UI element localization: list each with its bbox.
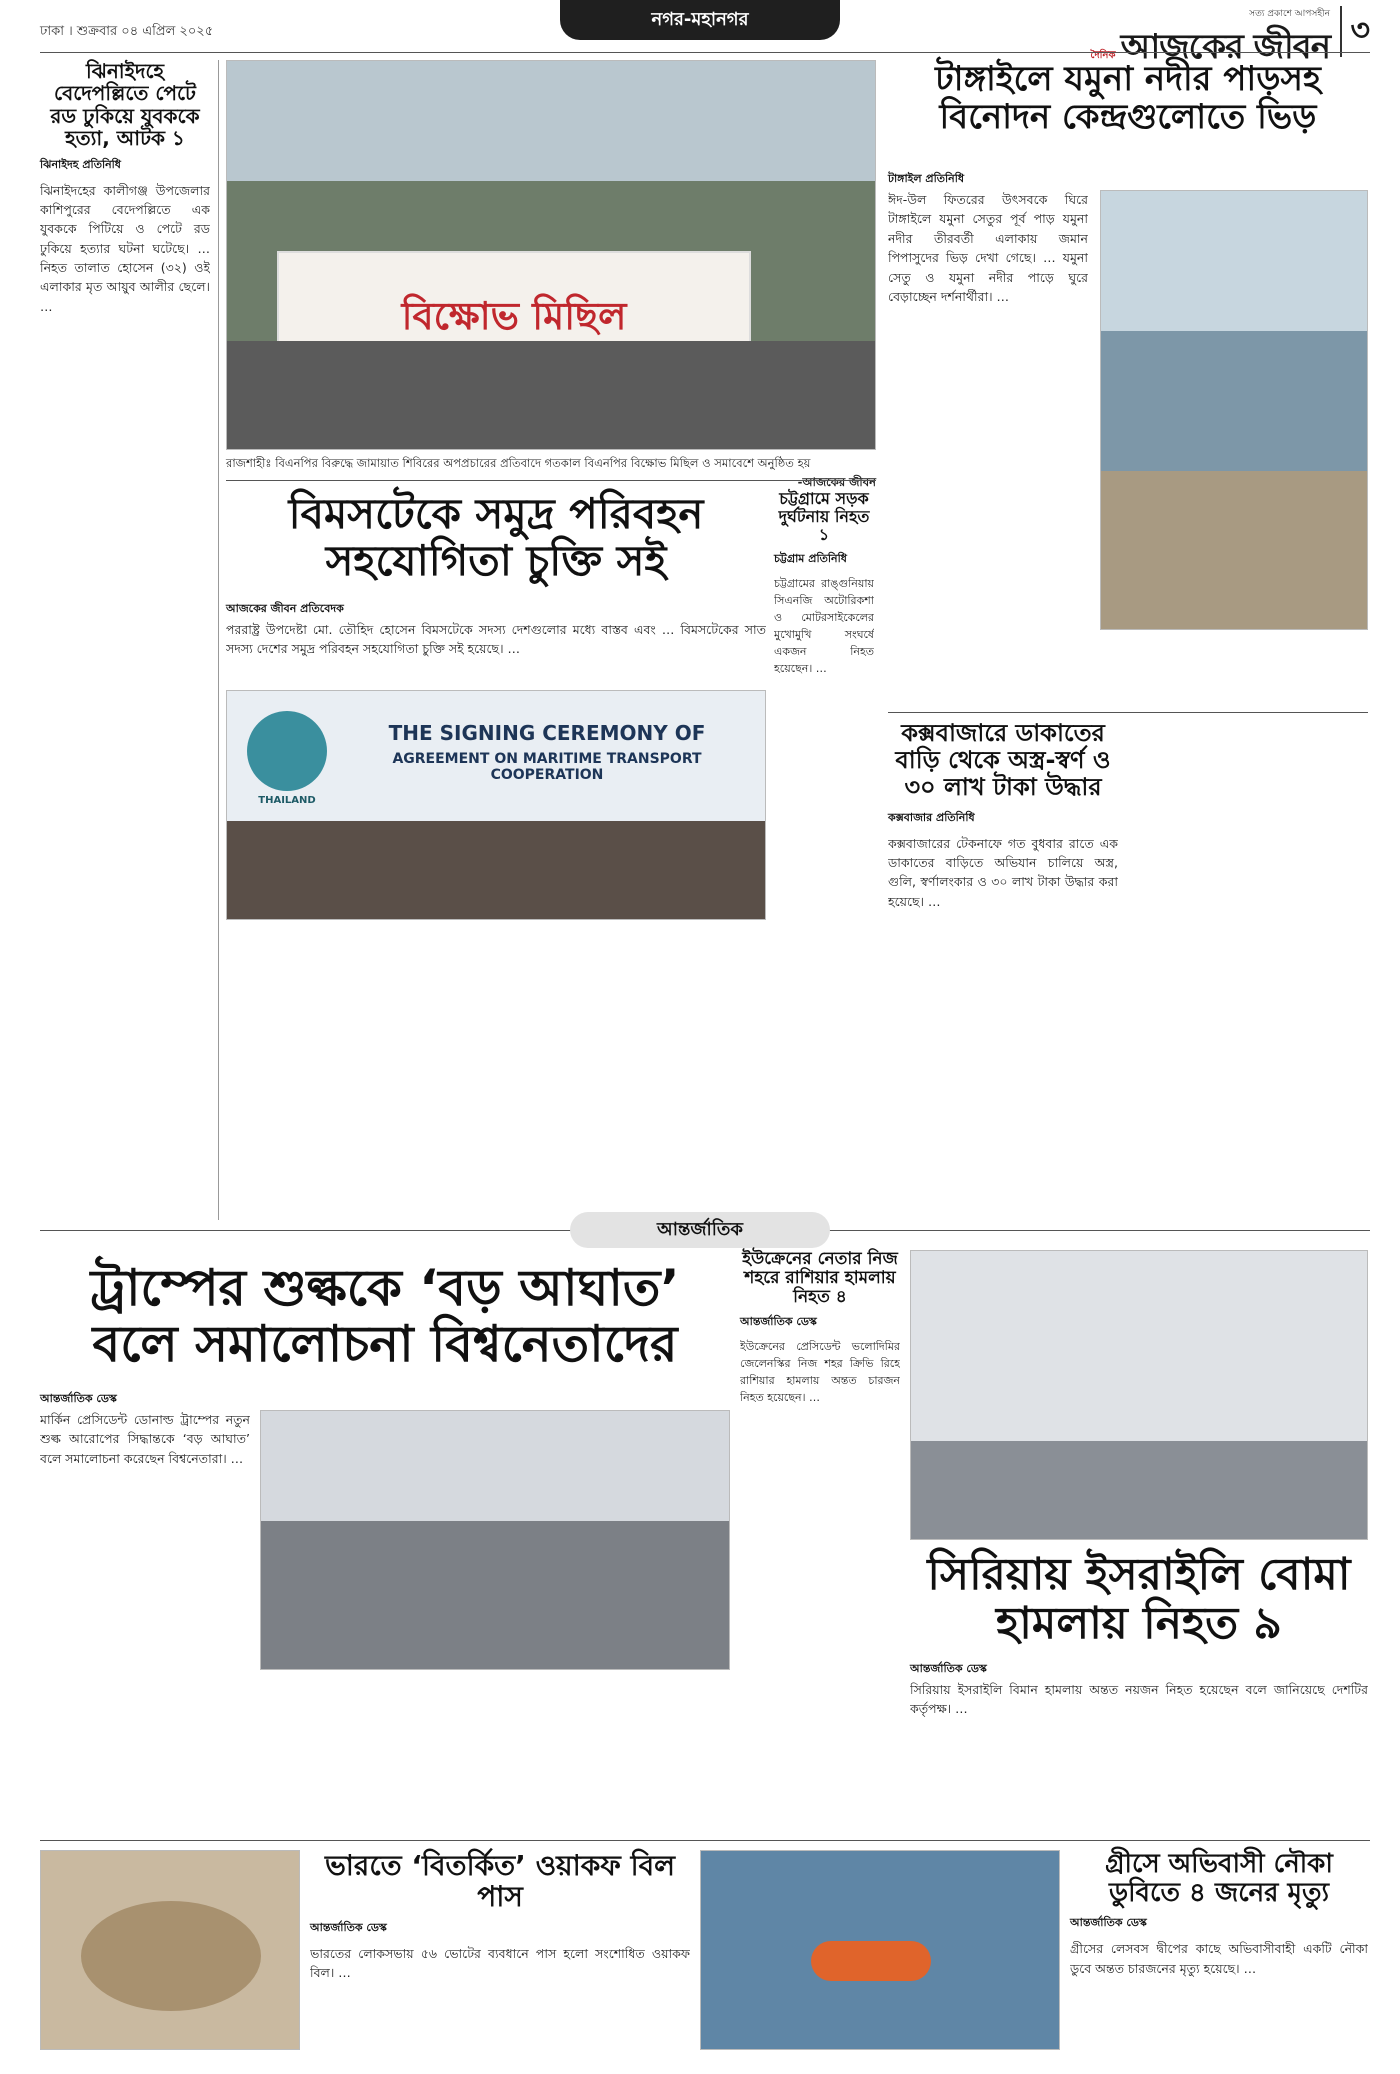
byline: আন্তর্জাতিক ডেস্ক <box>1070 1916 1147 1930</box>
brand-name: আজকের জীবন <box>1120 27 1330 67</box>
byline: কক্সবাজার প্রতিনিধি <box>888 810 975 824</box>
section-tab-international: আন্তর্জাতিক <box>570 1212 830 1248</box>
story-waqf <box>310 1850 690 2074</box>
headline: ট্রাম্পের শুল্ককে ‘বড় আঘাত’ বলে সমালোচনা বিশ্বনেতাদের <box>90 1259 680 1373</box>
story-jhenaidah <box>40 60 210 1321</box>
article-body: ঈদ-উল ফিতরের উৎসবকে ঘিরে টাঙ্গাইলে যমুনা সেতুর পূর্ব পাড় যমুনা নদীর তীরবর্তী এলাকায় জমান পিপাসুদের ভিড় দেখা গেছে। … যমুনা সেতু ও যমুনা নদীর পাড়ে ঘুরে বেড়াচ্ছেন দর্শনার্থীরা। … <box>888 192 1088 304</box>
story-coxsbazar <box>888 720 1118 1234</box>
section-tab-city: নগর-মহানগর <box>560 0 840 40</box>
masthead-rule <box>40 52 1370 53</box>
story-bimstec <box>226 490 766 584</box>
article-body: ভারতের লোকসভায় ৫৬ ভোটের ব্যবধানে পাস হলো সংশোধিত ওয়াকফ বিল। … <box>310 1945 690 1981</box>
byline: চট্টগ্রাম প্রতিনিধি <box>774 551 847 565</box>
article-body-continued <box>260 1680 730 1830</box>
article-body-continued <box>1100 640 1368 700</box>
article-body: ইউক্রেনের প্রেসিডেন্ট ভলোদিমির জেলেনস্কির নিজ শহর ক্রিভি রিহে রাশিয়ার হামলায় অন্তত চারজন নিহত হয়েছেন। … <box>740 1340 900 1405</box>
byline: আজকের জীবন প্রতিবেদক <box>226 602 344 615</box>
parliament-photo <box>40 1850 300 2050</box>
sky-shape <box>227 61 876 201</box>
article-body: চট্টগ্রামের রাঙ্গুনিয়ায় সিএনজি অটোরিকশা ও মোটরসাইকেলের মুখোমুখি সংঘর্ষে একজন নিহত হয়েছেন। … <box>774 576 874 675</box>
story-chattogram <box>774 490 874 1225</box>
brand-tagline: সত্য প্রকাশে আপসহীন <box>1249 9 1330 19</box>
city-shape <box>911 1441 1368 1540</box>
story-syria <box>910 1550 1368 1649</box>
page-number: ৩ <box>1340 6 1370 57</box>
rally-caption: রাজশাহীঃ বিএনপির বিরুদ্ধে জামায়াত শিবিরের অপপ্রচারের প্রতিবাদে গতকাল বিএনপির বিক্ষোভ মিছিল ও সমাবেশে অনুষ্ঠিত হয় <box>226 456 811 470</box>
banner-text: বিক্ষোভ মিছিল <box>401 293 627 338</box>
headline: ঝিনাইদহে বেদেপল্লিতে পেটে রড ঢুকিয়ে যুবককে হত্যা, আটক ১ <box>50 59 200 151</box>
sky-shape <box>261 1411 730 1521</box>
story-tangail <box>888 60 1368 136</box>
headline: সিরিয়ায় ইসরাইলি বোমা হামলায় নিহত ৯ <box>927 1549 1351 1650</box>
byline: টাঙ্গাইল প্রতিনিধি <box>888 172 965 185</box>
column-rule <box>218 60 219 1220</box>
road-shape <box>261 1521 730 1670</box>
article-body-continued <box>226 930 766 1210</box>
byline: আন্তর্জাতিক ডেস্ক <box>740 1315 817 1329</box>
article-body: গ্রীসের লেসবস দ্বীপের কাছে অভিবাসীবাহী একটি নৌকা ডুবে অন্তত চারজনের মৃত্যু হয়েছে। … <box>1070 1941 1368 1976</box>
logo-text: THAILAND <box>258 795 316 806</box>
life-raft-shape <box>811 1941 931 1981</box>
article-body: ঝিনাইদহের কালীগঞ্জ উপজেলার কাশিপুরের বেদেপল্লিতে এক যুবককে পিটিয়ে ও পেটে রড ঢুকিয়ে হত্যার ঘটনা ঘটেছে। … নিহত তালাত হোসেন (৩২) ওই এলাকার মৃত আয়ুব আলীর ছেলে। … <box>40 182 210 314</box>
rule <box>888 712 1368 713</box>
byline: আন্তর্জাতিক ডেস্ক <box>40 1392 117 1405</box>
article-body: পররাষ্ট্র উপদেষ্টা মো. তৌহিদ হোসেন বিমসটেকে সদস্য দেশগুলোর মধ্যে বাস্তব এবং … বিমসটেকের সাত সদস্য দেশের সমুদ্র পরিবহন সহযোগিতা চুক্তি সই হয়েছে। … <box>226 622 766 657</box>
parliament-building-shape <box>81 1901 261 2011</box>
water-shape <box>1101 331 1368 471</box>
article-body: মার্কিন প্রেসিডেন্ট ডোনাল্ড ট্রাম্পের নতুন শুল্ক আরোপের সিদ্ধান্তকে ‘বড় আঘাত’ বলে সমালোচনা করেছেন বিশ্বনেতারা। … <box>40 1412 250 1466</box>
rally-photo <box>226 60 876 450</box>
headline: কক্সবাজারে ডাকাতের বাড়ি থেকে অস্ত্র-স্বর্ণ ও ৩০ লাখ টাকা উদ্ধার <box>895 719 1111 801</box>
byline: ঝিনাইদহ প্রতিনিধি <box>40 157 121 171</box>
trucks-photo <box>260 1410 730 1670</box>
boat-rescue-photo <box>700 1850 1060 2050</box>
street-shape <box>227 341 876 450</box>
rule <box>226 480 876 481</box>
photo-credit: -আজকের জীবন <box>797 475 876 489</box>
story-trump <box>40 1260 730 1372</box>
river-photo <box>1100 190 1368 630</box>
headline: ইউক্রেনের নেতার নিজ শহরে রাশিয়ার হামলায় নিহত ৪ <box>742 1249 898 1308</box>
story-ukraine <box>740 1250 900 1818</box>
headline: বিমসটেকে সমুদ্র পরিবহন সহযোগিতা চুক্তি সই <box>288 489 704 586</box>
sky-shape <box>911 1251 1368 1441</box>
sky-shape <box>1101 191 1368 331</box>
ceremony-title-line1: THE SIGNING CEREMONY OF <box>388 721 706 745</box>
headline: গ্রীসে অভিবাসী নৌকা ডুবিতে ৪ জনের মৃত্যু <box>1105 1849 1333 1909</box>
headline: টাঙ্গাইলে যমুনা নদীর পাড়সহ বিনোদন কেন্দ্রগুলোতে ভিড় <box>935 59 1321 138</box>
byline: আন্তর্জাতিক ডেস্ক <box>310 1920 387 1934</box>
ceremony-title-line2: AGREEMENT ON MARITIME TRANSPORT COOPERATION <box>392 751 702 783</box>
airstrike-photo <box>910 1250 1368 1540</box>
thailand-logo-icon <box>247 711 327 791</box>
byline: আন্তর্জাতিক ডেস্ক <box>910 1662 987 1675</box>
article-body-continued <box>1130 720 1368 1200</box>
dateline: ঢাকা । শুক্রবার ০৪ এপ্রিল ২০২৫ <box>40 24 214 39</box>
rally-caption-row <box>226 455 876 493</box>
article-body: সিরিয়ায় ইসরাইলি বিমান হামলায় অন্তত নয়জন নিহত হয়েছেন বলে জানিয়েছে দেশটির কর্তৃপক্ষ। … <box>910 1682 1368 1717</box>
headline: চট্টগ্রামে সড়ক দুর্ঘটনায় নিহত ১ <box>778 489 870 544</box>
ceremony-photo <box>226 690 766 920</box>
brand-daily: দৈনিক <box>1090 50 1116 61</box>
article-body: কক্সবাজারের টেকনাফে গত বুধবার রাতে এক ডাকাতের বাড়িতে অভিযান চালিয়ে অস্ত্র, গুলি, স্বর্ণালংকার ও ৩০ লাখ টাকা উদ্ধার করা হয়েছে। … <box>888 835 1118 909</box>
riverbank-shape <box>1101 471 1368 630</box>
rule <box>40 1840 1370 1841</box>
signatories-shape <box>227 821 766 920</box>
story-greece <box>1070 1850 1368 2049</box>
headline: ভারতে ‘বিতর্কিত’ ওয়াকফ বিল পাস <box>324 1849 676 1914</box>
